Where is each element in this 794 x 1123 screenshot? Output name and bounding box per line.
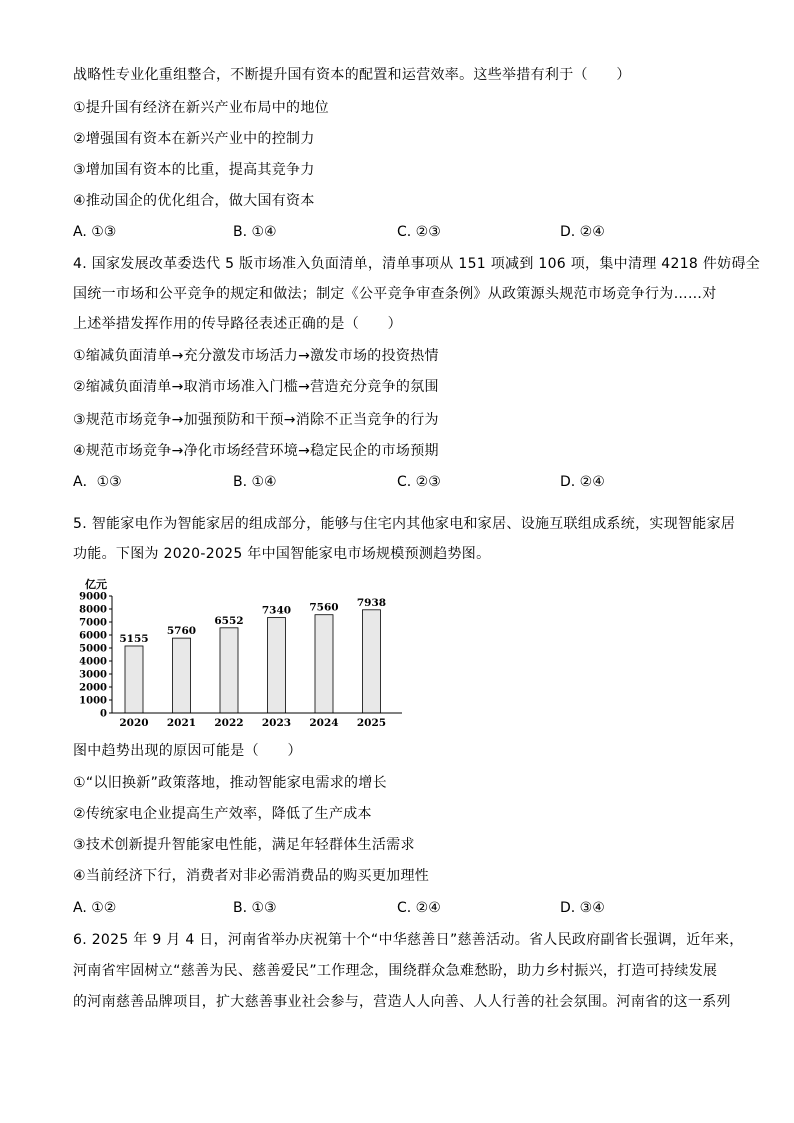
x-tick-label: 2024 [309,717,339,729]
q5-stem-line-1: 5. 智能家电作为智能家居的组成部分，能够与住宅内其他家电和家居、设施互联组成系统，实现智能家居 [73,516,736,532]
x-tick-label: 2023 [261,717,292,729]
y-tick-label: 7000 [79,617,107,629]
bar-value-label: 7560 [309,601,339,614]
q5-item-3: ③技术创新提升智能家电性能，满足年轻群体生活需求 [73,837,415,853]
q3-item-2: ②增强国有资本在新兴产业中的控制力 [73,131,315,147]
q5-option-d: D. ③④ [560,900,605,916]
q3-option-a: A. ①③ [73,224,117,240]
q3-item-3: ③增加国有资本的比重，提高其竞争力 [73,162,315,178]
y-tick-label: 5000 [79,643,107,655]
y-tick-label: 0 [100,708,107,720]
q5-question: 图中趋势出现的原因可能是（ ） [73,743,302,759]
q5-item-1: ①“以旧换新”政策落地，推动智能家电需求的增长 [73,775,387,791]
q5-stem-line-2: 功能。下图为 2020-2025 年中国智能家电市场规模预测趋势图。 [73,546,491,562]
x-tick-label: 2022 [214,717,244,729]
q3-option-b: B. ①④ [233,224,277,240]
bar-2025 [363,610,381,713]
y-tick-label: 4000 [79,656,107,668]
q3-item-1: ①提升国有经济在新兴产业布局中的地位 [73,100,329,116]
bar-2022 [220,628,238,713]
q4-stem-line-3: 上述举措发挥作用的传导路径表述正确的是（ ） [73,316,402,332]
bar-2021 [173,638,191,713]
x-tick-label: 2025 [356,717,387,729]
q4-item-3: ③规范市场竞争→加强预防和干预→消除不正当竞争的行为 [73,412,439,428]
q5-option-c: C. ②④ [397,900,441,916]
y-tick-label: 9000 [79,591,107,603]
q5-options [73,898,733,918]
bar-2023 [268,618,286,713]
q3-stem-tail: 战略性专业化重组整合，不断提升国有资本的配置和运营效率。这些举措有利于（ ） [73,67,631,83]
y-tick-label: 8000 [79,604,107,616]
q4-item-1: ①缩减负面清单→充分激发市场活力→激发市场的投资热情 [73,348,439,364]
q4-options [73,472,733,492]
bar-value-label: 5760 [166,625,197,638]
bar-value-label: 7938 [356,596,387,609]
x-axis-ticks [119,717,386,729]
bar-value-label: 5155 [119,632,149,645]
q3-option-c: C. ②③ [397,224,441,240]
q4-option-c: C. ②③ [397,474,441,490]
bars-group [119,597,386,713]
y-tick-label: 3000 [79,669,107,681]
q6-stem-line-3: 的河南慈善品牌项目，扩大慈善事业社会参与，营造人人向善、人人行善的社会氛围。河南省的这一系列 [73,994,731,1010]
y-tick-label: 2000 [79,682,107,694]
q4-item-4: ④规范市场竞争→净化市场经营环境→稳定民企的市场预期 [73,443,439,459]
q4-stem-line-2: 国统一市场和公平竞争的规定和做法；制定《公平竞争审查条例》从政策源头规范市场竞争行为……对 [73,286,717,302]
y-tick-label: 1000 [79,695,107,707]
y-tick-label: 6000 [79,630,107,642]
x-tick-label: 2021 [166,717,197,729]
q4-item-2: ②缩减负面清单→取消市场准入门槛→营造充分竞争的氛围 [73,379,439,395]
q6-stem-line-2: 河南省牢固树立“慈善为民、慈善爱民”工作理念，围绕群众急难愁盼，助力乡村振兴，打造可持续发展 [73,963,718,979]
q5-option-b: B. ①③ [233,900,277,916]
q4-option-d: D. ②④ [560,474,605,490]
bar-value-label: 7340 [261,604,292,617]
q6-stem-line-1: 6. 2025 年 9 月 4 日，河南省举办庆祝第十个“中华慈善日”慈善活动。省人民政府副省长强调，近年来， [73,932,744,948]
bar-2024 [315,615,333,713]
market-size-bar-chart [66,572,406,734]
bar-2020 [125,646,143,713]
q4-stem-line-1: 4. 国家发展改革委迭代 5 版市场准入负面清单，清单事项从 151 项减到 106 项，集中清理 4218 件妨碍全 [73,256,761,272]
q5-item-4: ④当前经济下行，消费者对非必需消费品的购买更加理性 [73,868,430,884]
bar-value-label: 6552 [214,614,244,627]
q3-options [73,222,733,242]
y-axis-ticks [79,592,112,720]
x-tick-label: 2020 [119,717,149,729]
q3-option-d: D. ②④ [560,224,605,240]
q4-option-a: A．①③ [73,474,122,490]
q4-option-b: B. ①④ [233,474,277,490]
q5-item-2: ②传统家电企业提高生产效率，降低了生产成本 [73,806,372,822]
q5-option-a: A. ①② [73,900,117,916]
y-axis-unit-label: 亿元 [85,578,107,591]
q3-item-4: ④推动国企的优化组合，做大国有资本 [73,193,315,209]
